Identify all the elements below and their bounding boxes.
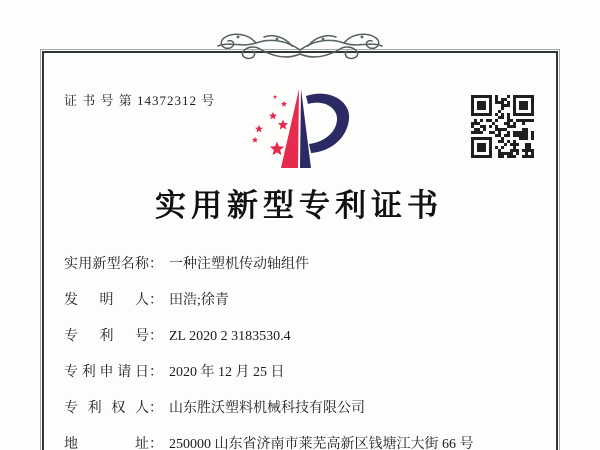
field-value: ZL 2020 2 3183530.4 — [169, 329, 291, 344]
field-row-inventor — [64, 289, 474, 309]
certificate-number: 证 书 号 第 14372312 号 — [64, 93, 216, 108]
field-label: 实用新型名称 — [64, 257, 149, 272]
cnipa-patent-logo-icon — [232, 86, 362, 172]
field-colon: ： — [149, 401, 163, 416]
field-value: 田浩;徐青 — [169, 293, 229, 308]
field-row-filing-date — [64, 361, 474, 381]
fields-section — [64, 253, 474, 450]
field-row-name — [64, 253, 474, 273]
field-colon: ： — [149, 257, 163, 272]
field-row-address — [64, 433, 474, 450]
field-colon: ： — [149, 437, 163, 450]
field-row-patentee — [64, 397, 474, 417]
field-label: 专利申请日 — [64, 365, 149, 380]
scroll-flourish-icon — [212, 28, 388, 72]
field-value: 山东胜沃塑料机械科技有限公司 — [169, 401, 365, 416]
field-label: 专利权人 — [64, 401, 149, 416]
field-colon: ： — [149, 293, 163, 308]
field-value: 一种注塑机传动轴组件 — [169, 257, 309, 272]
qr-code-icon — [471, 95, 534, 158]
field-label: 地址 — [64, 437, 149, 450]
field-colon: ： — [149, 365, 163, 380]
field-label: 专利号 — [64, 329, 149, 344]
certificate-title: 实用新型专利证书 — [155, 188, 443, 223]
field-value: 2020 年 12 月 25 日 — [169, 365, 285, 380]
field-row-patent-number — [64, 325, 474, 345]
field-colon: ： — [149, 329, 163, 344]
field-value: 250000 山东省济南市莱芜高新区钱塘江大街 66 号 — [169, 437, 474, 450]
field-label: 发明人 — [64, 293, 149, 308]
